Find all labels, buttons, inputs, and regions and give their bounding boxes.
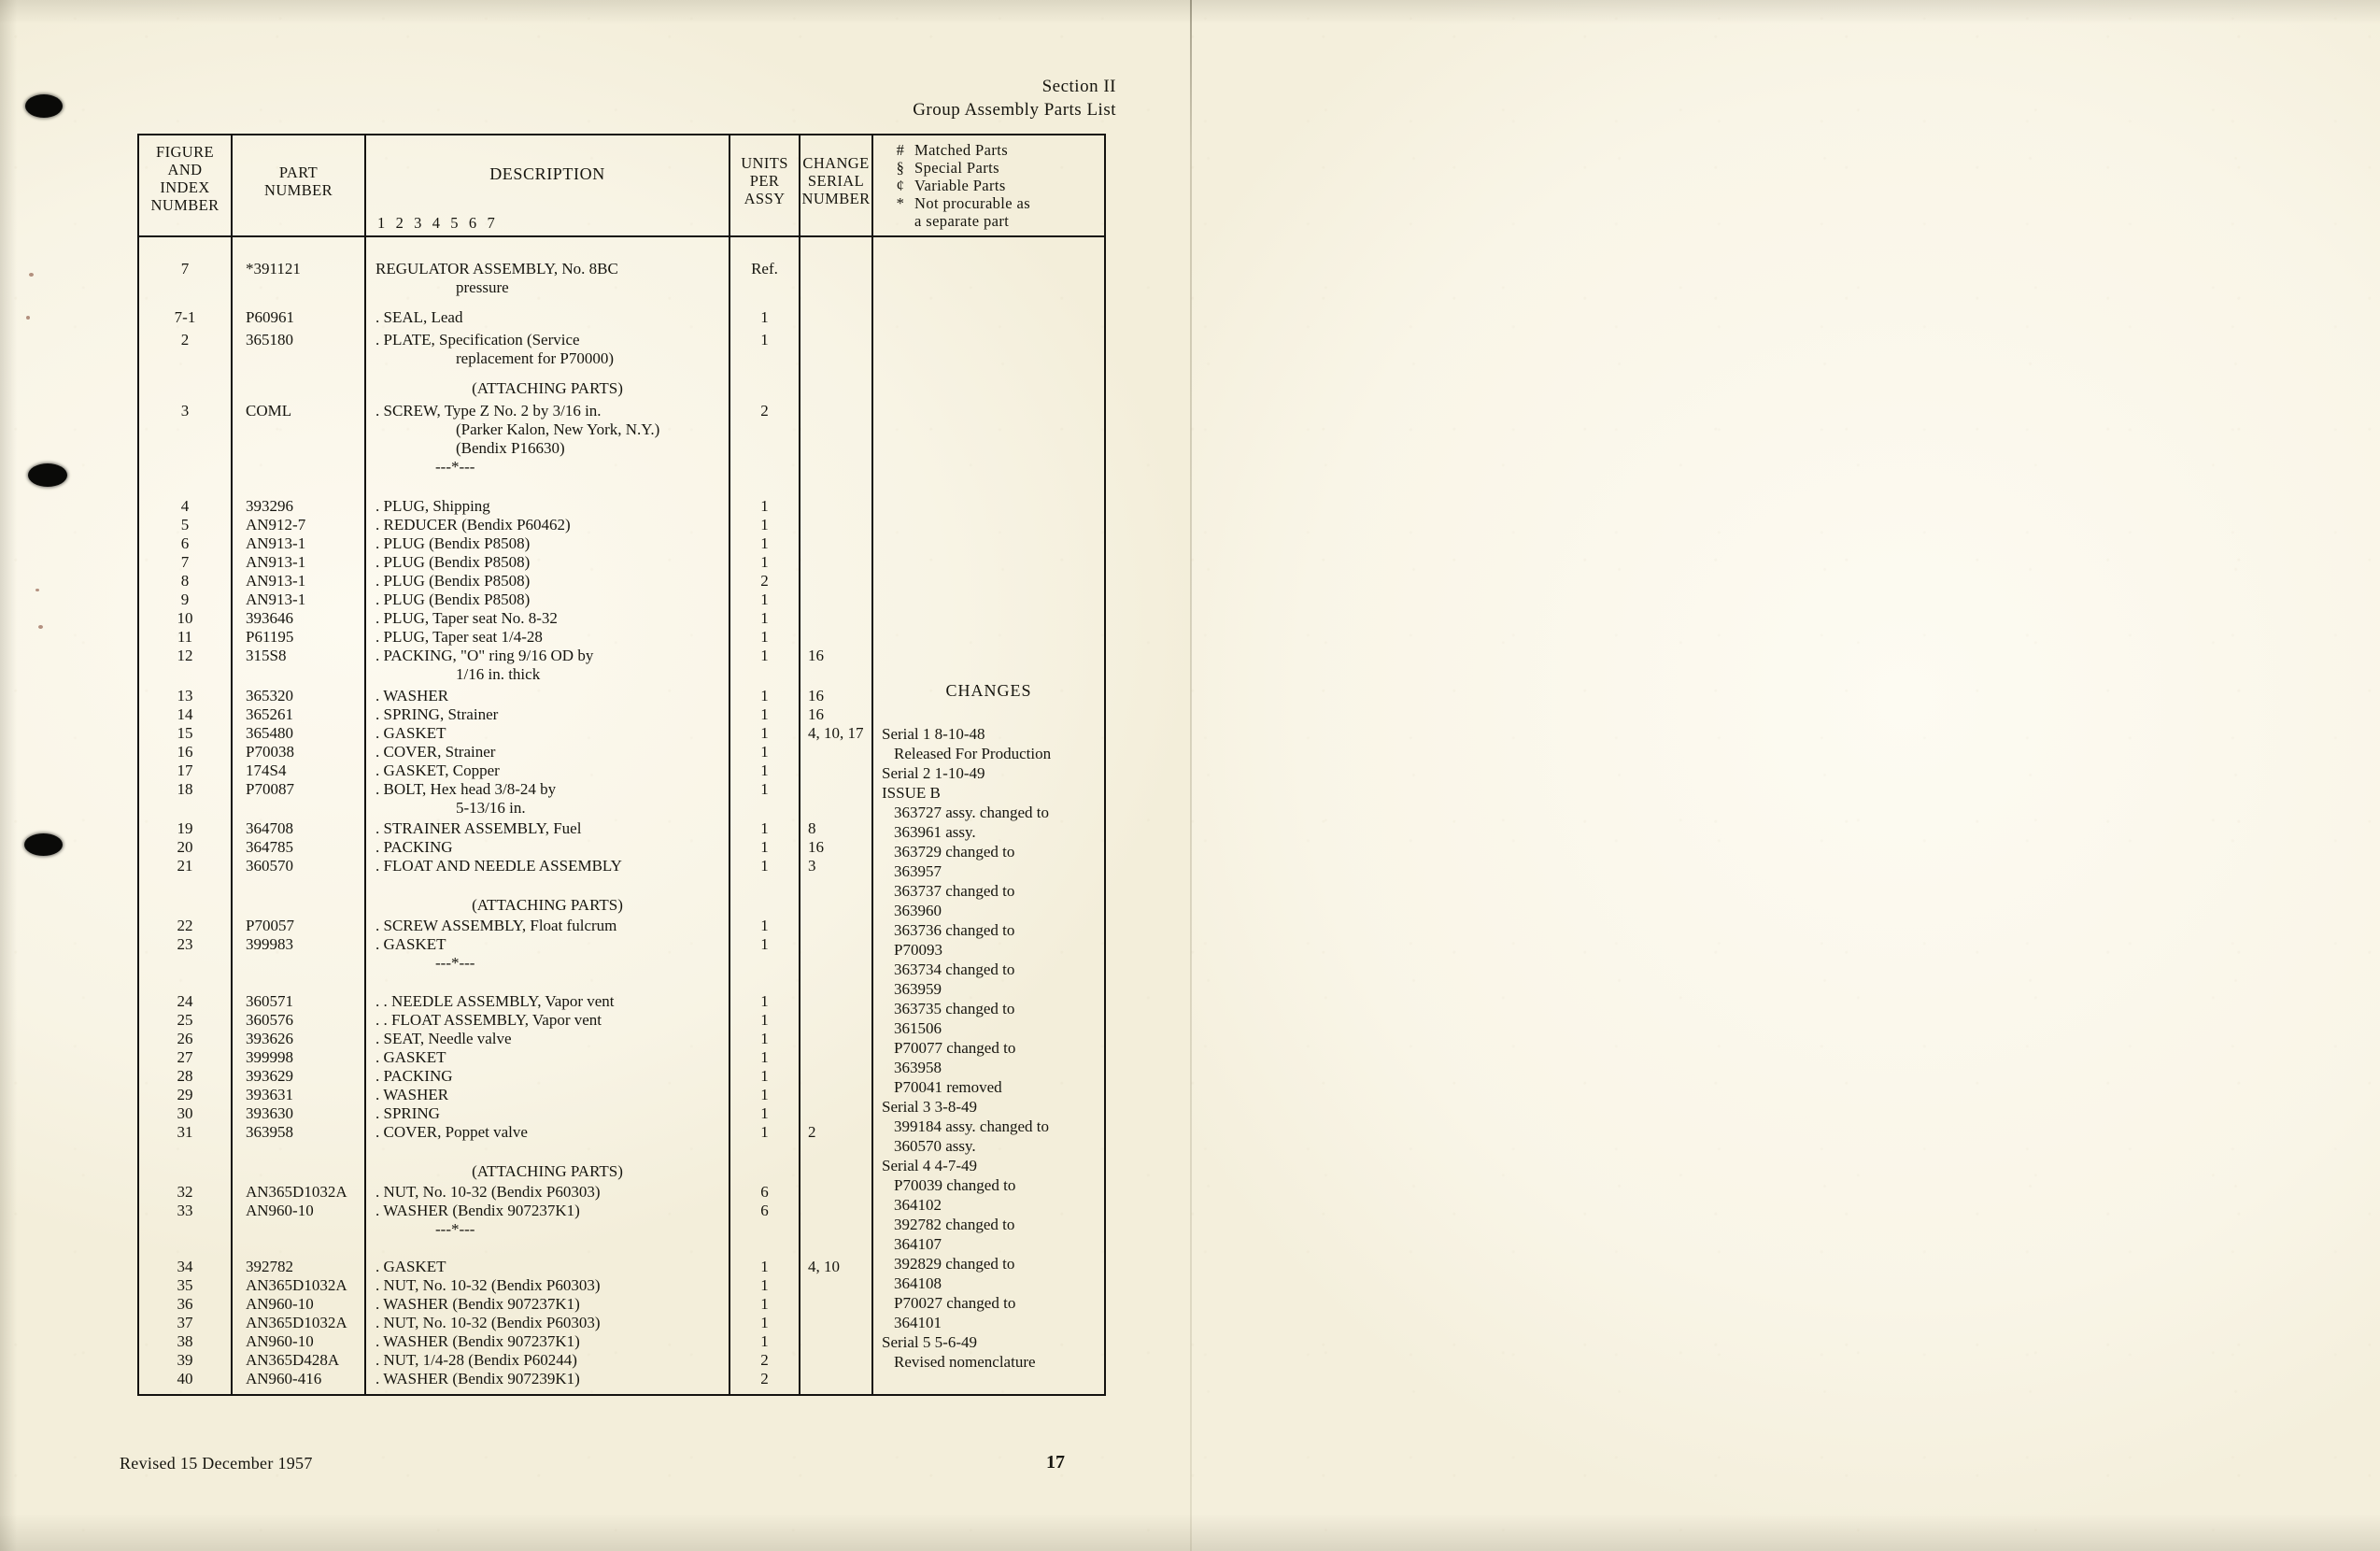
cell-figure-index: 20 [177,838,193,856]
header-line: PART [278,164,319,181]
cell-units-per-assy: 1 [760,1332,769,1350]
cell-units-per-assy: 1 [760,917,769,934]
changes-panel-line: P70093 [894,941,942,959]
legend-symbol: § [896,159,905,177]
section-label: Section II [1041,77,1116,96]
header-line: NUMBER [264,181,333,199]
header-description [366,135,730,235]
cell-change-serial-number: 16 [808,705,824,723]
header-line: PER [749,172,780,190]
cell-part-number: 364785 [246,838,293,856]
changes-panel-line: 363735 changed to [894,1000,1015,1017]
cell-figure-index: 4 [180,497,190,515]
cell-description: . FLOAT AND NEEDLE ASSEMBLY [375,857,622,875]
cell-figure-index: 30 [177,1104,193,1122]
cell-part-number: P61195 [246,628,294,646]
cell-part-number: AN913-1 [246,553,306,571]
changes-panel-line: 364107 [894,1235,942,1253]
cell-units-per-assy: 1 [760,992,769,1010]
cell-part-number: AN365D1032A [246,1276,347,1294]
cell-part-number: 360571 [246,992,293,1010]
cell-part-number: 399983 [246,935,293,953]
changes-panel-line: 363734 changed to [894,960,1015,978]
cell-description-continuation: pressure [456,278,509,296]
table-body [139,237,1104,1394]
cell-figure-index: 34 [177,1258,193,1275]
cell-part-number: AN913-1 [246,572,306,590]
cell-units-per-assy: 1 [760,591,769,608]
cell-change-serial-number: 4, 10, 17 [808,724,864,742]
cell-description: . PLUG (Bendix P8508) [375,591,531,608]
cell-description: REGULATOR ASSEMBLY, No. 8BC [375,260,618,277]
cell-part-number: 393296 [246,497,293,515]
cell-description: . GASKET [375,724,446,742]
cell-description-continuation: (Bendix P16630) [456,439,565,457]
cell-part-number: 364708 [246,819,293,837]
column-part-number [233,237,366,1394]
cell-figure-index: 14 [177,705,193,723]
cell-part-number: AN960-416 [246,1370,322,1387]
cell-units-per-assy: 1 [760,1123,769,1141]
page-fold-line [1190,0,1192,1551]
cell-description: . SPRING [375,1104,440,1122]
cell-part-number: AN365D1032A [246,1183,347,1201]
cell-figure-index: 7-1 [174,308,196,326]
cell-units-per-assy: 1 [760,780,769,798]
legend-symbol: # [896,141,905,159]
cell-units-per-assy: 1 [760,724,769,742]
cell-figure-index: 12 [177,647,193,664]
cell-description: . WASHER [375,1086,449,1103]
cell-description: . SEAT, Needle valve [375,1030,512,1047]
column-change-serial-number [800,237,873,1394]
cell-part-number: 363958 [246,1123,293,1141]
cell-change-serial-number: 16 [808,647,824,664]
cell-figure-index: 7 [180,260,190,277]
cell-change-serial-number: 2 [808,1123,816,1141]
cell-figure-index: 35 [177,1276,193,1294]
page-number: 17 [1046,1452,1065,1473]
cell-part-number: 174S4 [246,761,287,779]
cell-description: . PACKING [375,838,453,856]
cell-figure-index: 15 [177,724,193,742]
cell-figure-index: 10 [177,609,193,627]
changes-panel-line: 363959 [894,980,942,998]
cell-description: . PACKING, "O" ring 9/16 OD by [375,647,594,664]
cell-units-per-assy: 1 [760,935,769,953]
cell-part-number: AN960-10 [246,1295,314,1313]
cell-part-number: 360570 [246,857,293,875]
cell-units-per-assy: 1 [760,705,769,723]
cell-description: . WASHER (Bendix 907237K1) [375,1202,580,1219]
header-line: CHANGE [802,154,870,172]
cell-part-number: 392782 [246,1258,293,1275]
cell-figure-index: 39 [177,1351,193,1369]
column-changes-panel [873,237,1104,1394]
changes-panel-line: Revised nomenclature [894,1353,1036,1371]
cell-description: . COVER, Poppet valve [375,1123,528,1141]
scan-shadow-top [0,0,2380,24]
section-subtitle: Group Assembly Parts List [913,100,1116,120]
cell-change-serial-number: 16 [808,687,824,704]
cell-part-number: 365320 [246,687,293,704]
cell-description: . SPRING, Strainer [375,705,499,723]
paper-speck [38,625,43,629]
column-description [366,237,730,1394]
header-line: AND [167,161,203,178]
cell-figure-index: 16 [177,743,193,761]
legend-entry [886,141,1104,159]
changes-panel-line: 363957 [894,862,942,880]
cell-part-number: AN912-7 [246,516,306,534]
cell-units-per-assy: 1 [760,647,769,664]
cell-units-per-assy: 1 [760,687,769,704]
cell-part-number: P70057 [246,917,294,934]
cell-part-number: P70087 [246,780,294,798]
changes-panel-line: 360570 assy. [894,1137,976,1155]
cell-units-per-assy: 2 [760,1370,769,1387]
cell-description: . GASKET [375,1258,446,1275]
changes-panel-line: Serial 2 1-10-49 [882,764,985,782]
legend-entry [886,159,1104,177]
header-change-serial-number [800,135,873,235]
cell-part-number: 393626 [246,1030,293,1047]
column-figure-and-index-number [139,237,233,1394]
changes-panel-line: Released For Production [894,745,1052,762]
cell-figure-index: 13 [177,687,193,704]
cell-units-per-assy: 2 [760,572,769,590]
cell-figure-index: 24 [177,992,193,1010]
changes-panel-line: 363736 changed to [894,921,1015,939]
table-header-row [139,135,1104,237]
cell-change-serial-number: 3 [808,857,816,875]
cell-description: (ATTACHING PARTS) [472,379,623,397]
cell-units-per-assy: 1 [760,1314,769,1331]
changes-panel-line: P70041 removed [894,1078,1002,1096]
cell-part-number: 360576 [246,1011,293,1029]
cell-units-per-assy: 1 [760,516,769,534]
cell-units-per-assy: 2 [760,1351,769,1369]
cell-figure-index: 23 [177,935,193,953]
changes-panel-line: 364101 [894,1314,942,1331]
header-figure-and-index-number [139,135,233,235]
cell-part-number: 393629 [246,1067,293,1085]
cell-description: . BOLT, Hex head 3/8-24 by [375,780,557,798]
cell-description: . PLUG (Bendix P8508) [375,572,531,590]
legend-text: Special Parts [914,159,999,177]
cell-units-per-assy: 1 [760,1067,769,1085]
changes-panel-line: P70077 changed to [894,1039,1016,1057]
scan-shadow-bottom [0,1514,2380,1551]
binder-punch-hole [28,463,67,487]
cell-units-per-assy: 1 [760,838,769,856]
cell-figure-index: 31 [177,1123,193,1141]
header-symbol-legend [873,135,1104,235]
cell-figure-index: 40 [177,1370,193,1387]
revision-note: Revised 15 December 1957 [120,1454,313,1473]
header-line: FIGURE [156,143,214,161]
cell-part-number: AN365D428A [246,1351,340,1369]
changes-panel-line: Serial 5 5-6-49 [882,1333,977,1351]
changes-panel-line: ISSUE B [882,784,941,802]
cell-figure-index: 19 [177,819,193,837]
cell-part-number: 365180 [246,331,293,349]
changes-panel-line: 363961 assy. [894,823,976,841]
legend-entry [886,177,1104,194]
cell-units-per-assy: 2 [760,402,769,420]
cell-units-per-assy: Ref. [751,260,778,277]
changes-panel-line: Serial 4 4-7-49 [882,1157,977,1174]
cell-description: . NUT, No. 10-32 (Bendix P60303) [375,1183,601,1201]
cell-figure-index: 8 [180,572,190,590]
cell-part-number: *391121 [246,260,301,277]
cell-units-per-assy: 1 [760,1086,769,1103]
cell-units-per-assy: 1 [760,1258,769,1275]
cell-figure-index: 36 [177,1295,193,1313]
cell-description-continuation: ---*--- [435,954,475,972]
cell-part-number: COML [246,402,292,420]
cell-units-per-assy: 6 [760,1183,769,1201]
cell-description: . PLUG (Bendix P8508) [375,553,531,571]
cell-part-number: 393631 [246,1086,293,1103]
cell-description: . PLUG (Bendix P8508) [375,534,531,552]
cell-description: (ATTACHING PARTS) [472,1162,623,1180]
header-line: SERIAL [807,172,865,190]
legend-symbol: * [896,194,905,212]
cell-description: . PLUG, Taper seat No. 8-32 [375,609,558,627]
changes-panel-line: Serial 1 8-10-48 [882,725,985,743]
cell-figure-index: 26 [177,1030,193,1047]
paper-speck [26,316,30,320]
cell-figure-index: 3 [180,402,190,420]
cell-units-per-assy: 6 [760,1202,769,1219]
cell-units-per-assy: 1 [760,553,769,571]
cell-description: . . NEEDLE ASSEMBLY, Vapor vent [375,992,615,1010]
page-right-sheet [1191,0,2380,1551]
cell-figure-index: 18 [177,780,193,798]
column-units-per-assy [730,237,800,1394]
changes-panel-line: 364102 [894,1196,942,1214]
cell-figure-index: 33 [177,1202,193,1219]
cell-part-number: AN960-10 [246,1202,314,1219]
cell-description: . COVER, Strainer [375,743,496,761]
cell-figure-index: 27 [177,1048,193,1066]
changes-panel-line: 363737 changed to [894,882,1015,900]
cell-figure-index: 38 [177,1332,193,1350]
header-line: DESCRIPTION [489,164,605,183]
legend-text: Not procurable as [914,194,1031,212]
cell-description: . WASHER (Bendix 907237K1) [375,1295,580,1313]
changes-panel-line: 363729 changed to [894,843,1015,861]
cell-part-number: P70038 [246,743,294,761]
cell-figure-index: 9 [180,591,190,608]
cell-description: . NUT, No. 10-32 (Bendix P60303) [375,1276,601,1294]
cell-part-number: AN365D1032A [246,1314,347,1331]
cell-description-continuation: 1/16 in. thick [456,665,541,683]
cell-units-per-assy: 1 [760,534,769,552]
cell-description: . . FLOAT ASSEMBLY, Vapor vent [375,1011,602,1029]
cell-part-number: 365261 [246,705,293,723]
header-part-number [233,135,366,235]
cell-part-number: 393646 [246,609,293,627]
cell-description: (ATTACHING PARTS) [472,896,623,914]
cell-units-per-assy: 1 [760,1048,769,1066]
cell-description-continuation: replacement for P70000) [456,349,614,367]
group-assembly-parts-table [137,134,1106,1396]
cell-part-number: P60961 [246,308,294,326]
cell-figure-index: 32 [177,1183,193,1201]
changes-panel-line: P70039 changed to [894,1176,1016,1194]
changes-panel-line: 399184 assy. changed to [894,1117,1050,1135]
cell-description-continuation: ---*--- [435,458,475,476]
scan-shadow-left [0,0,17,1551]
cell-description: . GASKET [375,1048,446,1066]
cell-figure-index: 17 [177,761,193,779]
cell-part-number: 365480 [246,724,293,742]
cell-units-per-assy: 1 [760,857,769,875]
cell-change-serial-number: 16 [808,838,824,856]
cell-description: . PLUG, Shipping [375,497,490,515]
cell-description: . SEAL, Lead [375,308,463,326]
cell-units-per-assy: 1 [760,497,769,515]
changes-panel-line: 361506 [894,1019,942,1037]
changes-panel-line: Serial 3 3-8-49 [882,1098,977,1116]
cell-description-continuation: (Parker Kalon, New York, N.Y.) [456,420,660,438]
cell-units-per-assy: 1 [760,1295,769,1313]
paper-speck [35,589,39,591]
cell-figure-index: 25 [177,1011,193,1029]
cell-units-per-assy: 1 [760,628,769,646]
cell-units-per-assy: 1 [760,331,769,349]
cell-figure-index: 5 [180,516,190,534]
cell-figure-index: 21 [177,857,193,875]
cell-units-per-assy: 1 [760,1011,769,1029]
cell-figure-index: 6 [180,534,190,552]
cell-change-serial-number: 4, 10 [808,1258,840,1275]
header-line: NUMBER [801,190,871,207]
cell-units-per-assy: 1 [760,1030,769,1047]
cell-description: . WASHER (Bendix 907239K1) [375,1370,580,1387]
binder-punch-hole [24,833,63,856]
cell-units-per-assy: 1 [760,743,769,761]
cell-description: . NUT, No. 10-32 (Bendix P60303) [375,1314,601,1331]
cell-figure-index: 7 [180,553,190,571]
cell-figure-index: 28 [177,1067,193,1085]
cell-description: . SCREW ASSEMBLY, Float fulcrum [375,917,617,934]
cell-description: . PACKING [375,1067,453,1085]
cell-units-per-assy: 1 [760,308,769,326]
cell-figure-index: 2 [180,331,190,349]
cell-description: . STRAINER ASSEMBLY, Fuel [375,819,582,837]
changes-panel-line: 392782 changed to [894,1216,1015,1233]
header-units-per-assy [730,135,800,235]
cell-part-number: 399998 [246,1048,293,1066]
cell-figure-index: 22 [177,917,193,934]
legend-text: Variable Parts [914,177,1006,194]
legend-symbol: ¢ [896,177,905,194]
cell-description: . GASKET [375,935,446,953]
cell-part-number: 315S8 [246,647,287,664]
cell-description: . PLATE, Specification (Service [375,331,580,349]
cell-figure-index: 11 [177,628,193,646]
cell-description: . WASHER [375,687,449,704]
changes-panel-line: 363958 [894,1059,942,1076]
header-line: ASSY [744,190,786,207]
cell-figure-index: 37 [177,1314,193,1331]
cell-part-number: AN913-1 [246,534,306,552]
cell-units-per-assy: 1 [760,609,769,627]
cell-description: . WASHER (Bendix 907237K1) [375,1332,580,1350]
changes-panel-title: CHANGES [945,681,1032,700]
paper-speck [29,273,34,277]
cell-change-serial-number: 8 [808,819,816,837]
cell-part-number: 393630 [246,1104,293,1122]
changes-panel-line: 363960 [894,902,942,919]
legend-text: Matched Parts [914,141,1009,159]
header-line: UNITS [741,154,788,172]
cell-units-per-assy: 1 [760,761,769,779]
header-indent-scale: 1 2 3 4 5 6 7 [377,214,499,232]
cell-description: . REDUCER (Bendix P60462) [375,516,571,534]
changes-panel-line: 392829 changed to [894,1255,1015,1273]
changes-panel-line: P70027 changed to [894,1294,1016,1312]
cell-description-continuation: 5-13/16 in. [456,799,526,817]
cell-description: . PLUG, Taper seat 1/4-28 [375,628,543,646]
cell-description: . GASKET, Copper [375,761,500,779]
legend-entry [886,194,1104,212]
cell-units-per-assy: 1 [760,1276,769,1294]
cell-units-per-assy: 1 [760,819,769,837]
cell-description-continuation: ---*--- [435,1220,475,1238]
header-line: NUMBER [150,196,220,214]
cell-units-per-assy: 1 [760,1104,769,1122]
changes-panel-line: 363727 assy. changed to [894,804,1050,821]
header-line: INDEX [160,178,210,196]
legend-text-continuation: a separate part [914,212,1010,230]
cell-part-number: AN960-10 [246,1332,314,1350]
cell-figure-index: 29 [177,1086,193,1103]
cell-description: . SCREW, Type Z No. 2 by 3/16 in. [375,402,602,420]
changes-panel-line: 364108 [894,1274,942,1292]
cell-part-number: AN913-1 [246,591,306,608]
cell-description: . NUT, 1/4-28 (Bendix P60244) [375,1351,577,1369]
